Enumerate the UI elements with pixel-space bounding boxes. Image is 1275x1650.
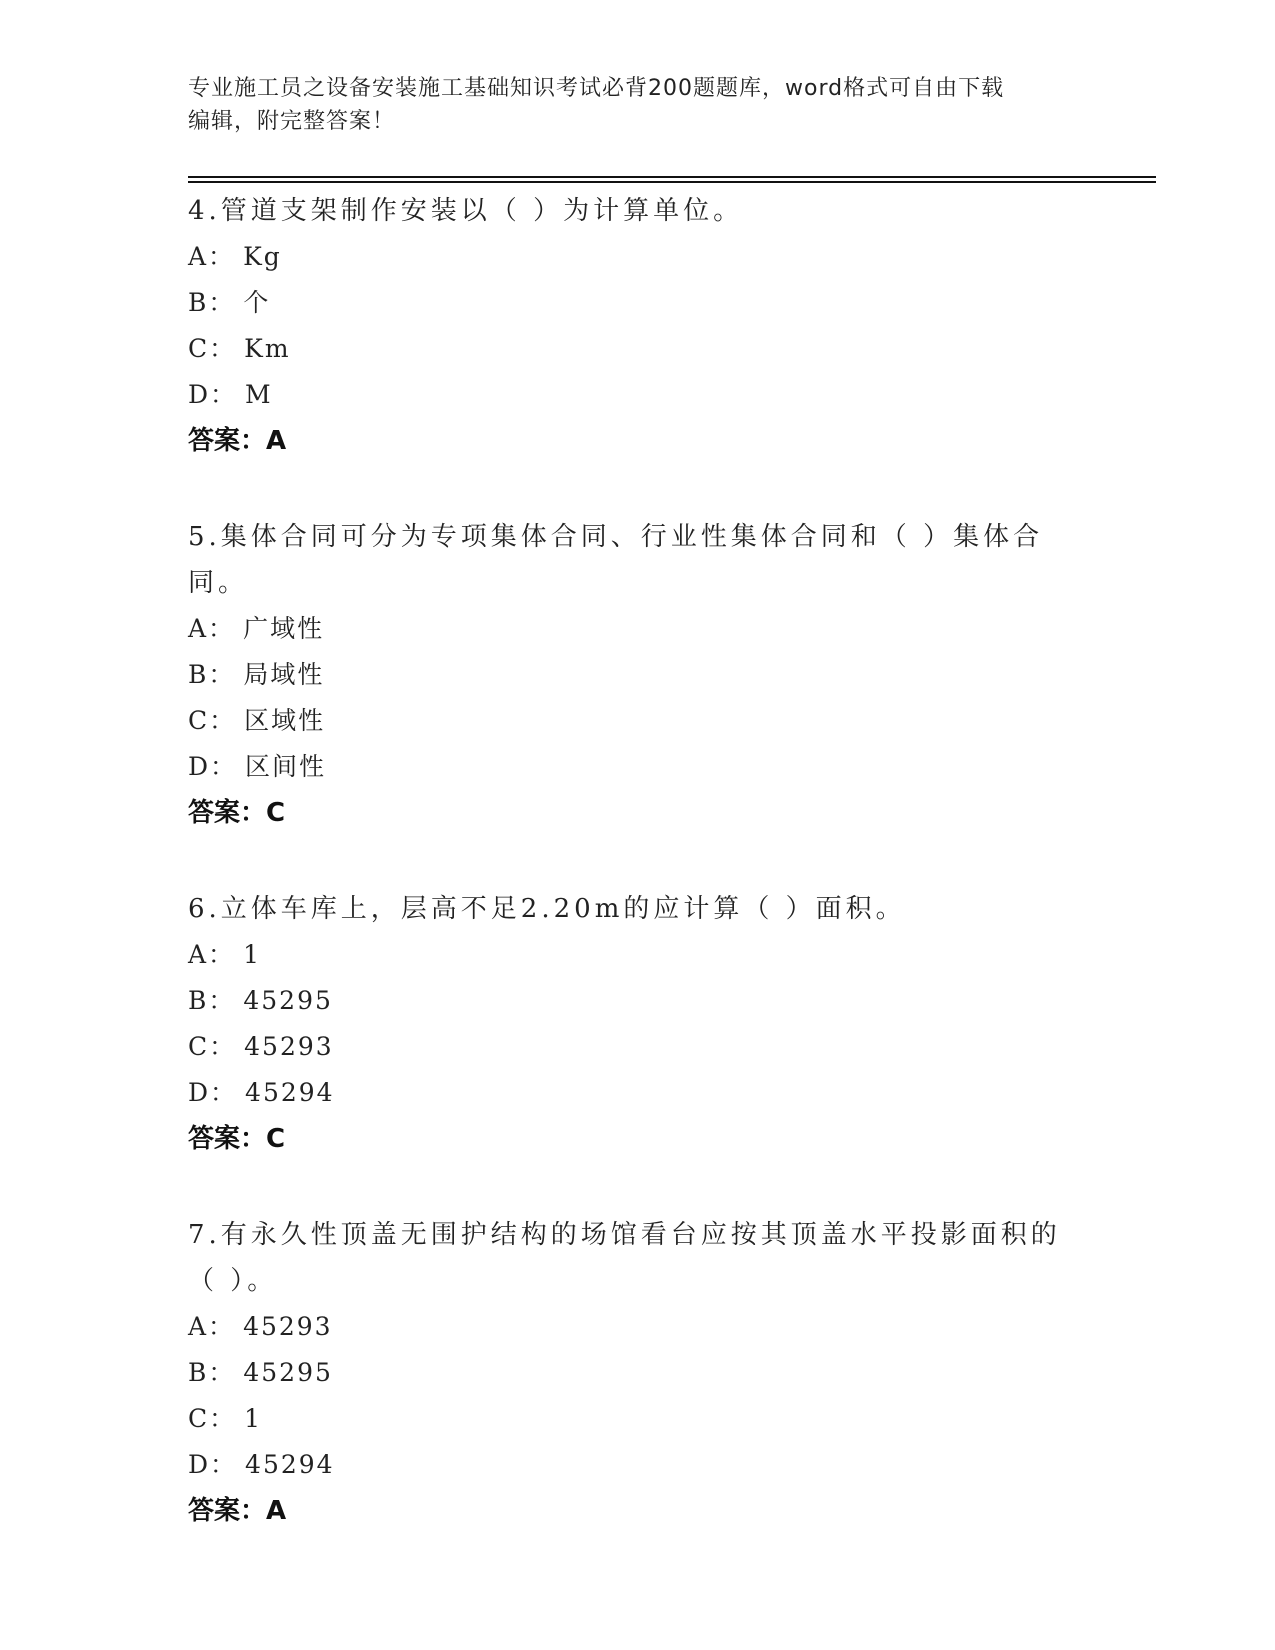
option-text: M [245,380,273,409]
option-a [188,606,1088,652]
option-b [188,652,1088,698]
option-text: 45295 [243,1358,333,1387]
header-divider-bottom [188,181,1156,183]
question-list [188,188,1088,1534]
option-text: Km [244,334,291,363]
option-b [188,1350,1088,1396]
question-4 [188,188,1088,464]
answer-line: 答案：C [188,798,286,828]
document-header [188,72,1088,138]
option-text: 个 [243,288,271,317]
question-stem: 4.管道支架制作安装以（ ）为计算单位。 [188,196,744,226]
option-letter: D： [188,1450,238,1479]
option-letter: A： [188,1312,236,1341]
option-text: 区间性 [245,752,327,781]
answer-line: 答案：A [188,426,287,456]
option-text: Kg [243,242,282,271]
option-b [188,978,1088,1024]
question-5 [188,514,1088,836]
answer-line: 答案：A [188,1496,287,1526]
option-text: 45293 [244,1032,334,1061]
option-letter: C： [188,1404,237,1433]
option-letter: A： [188,614,236,643]
option-letter: D： [188,380,238,409]
option-text: 1 [244,1404,263,1433]
option-a [188,932,1088,978]
option-text: 区域性 [244,706,326,735]
option-letter: B： [188,1358,236,1387]
option-text: 45294 [245,1450,335,1479]
header-line-1: 专业施工员之设备安装施工基础知识考试必背200题题库，word格式可自由下载 [188,76,1005,101]
option-c [188,698,1088,744]
option-b [188,280,1088,326]
option-d [188,1442,1088,1488]
option-text: 45295 [243,986,333,1015]
question-stem: 7.有永久性顶盖无围护结构的场馆看台应按其顶盖水平投影面积的（ ）。 [188,1220,1061,1296]
header-divider-top [188,176,1156,178]
option-text: 局域性 [243,660,325,689]
option-letter: A： [188,242,236,271]
option-letter: B： [188,288,236,317]
option-c [188,1024,1088,1070]
answer-line: 答案：C [188,1124,286,1154]
option-letter: C： [188,334,237,363]
option-a [188,234,1088,280]
option-text: 广域性 [243,614,325,643]
question-stem: 6.立体车库上，层高不足2.20m的应计算（ ）面积。 [188,894,906,924]
option-letter: D： [188,752,238,781]
question-7 [188,1212,1088,1534]
option-letter: B： [188,986,236,1015]
question-stem: 5.集体合同可分为专项集体合同、行业性集体合同和（ ）集体合同。 [188,522,1044,598]
option-text: 1 [243,940,261,969]
option-letter: C： [188,1032,237,1061]
header-line-2: 编辑，附完整答案！ [188,109,396,134]
option-d [188,744,1088,790]
option-letter: A： [188,940,236,969]
option-letter: B： [188,660,236,689]
option-text: 45294 [245,1078,335,1107]
option-text: 45293 [243,1312,333,1341]
option-letter: C： [188,706,237,735]
question-6 [188,886,1088,1162]
option-letter: D： [188,1078,238,1107]
option-a [188,1304,1088,1350]
option-d [188,372,1088,418]
option-c [188,1396,1088,1442]
option-d [188,1070,1088,1116]
option-c [188,326,1088,372]
